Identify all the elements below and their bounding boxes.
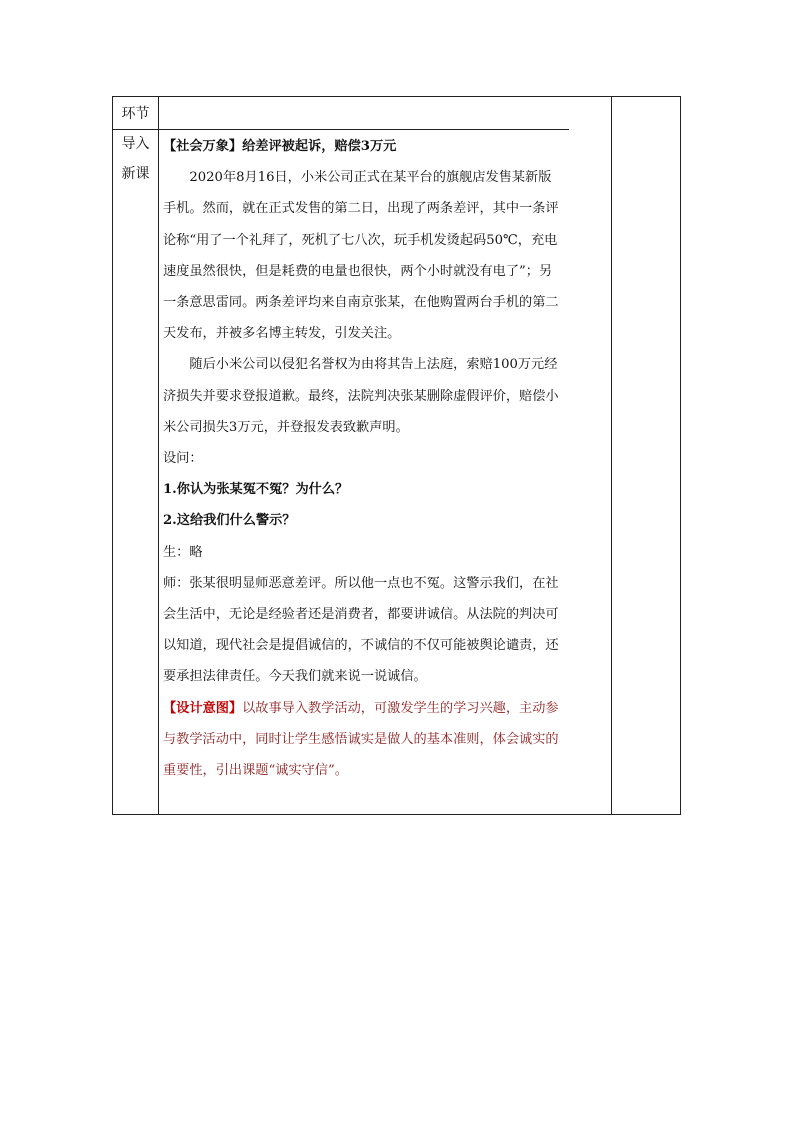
case-title-bracket: 【社会万象】 xyxy=(163,139,243,154)
header-row-divider xyxy=(113,129,569,130)
design-intent xyxy=(163,693,563,787)
student-answer: 生：略 xyxy=(163,544,203,560)
row-label-line1: 导入 xyxy=(121,136,150,152)
case-paragraph-2: 随后小米公司以侵犯名誉权为由将其告上法庭，索赔100万元经济损失并要求登报道歉。最终，法院判决张某删除虚假评价，赔偿小米公司损失3万元，并登报发表致歉声明。 xyxy=(163,357,559,435)
column-divider-2 xyxy=(611,97,612,814)
case-paragraph-1: 2020年8月16日，小米公司正式在某平台的旗舰店发售某新版手机。然而，就在正式发售的第二日，出现了两条差评，其中一条评论称“用了一个礼拜了，死机了七八次，玩手机发烫起码50℃，充电速度虽然很快，但是耗费的电量也很快，两个小时就没有电了”；另一条意思雷同。两条差评均来自南京张某，在他购置两台手机的第二天发布，并被多名博主转发，引发关注。 xyxy=(163,170,559,342)
case-title xyxy=(163,131,563,162)
teacher-answer: 师：张某很明显师恶意差评。所以他一点也不冤。这警示我们，在社会生活中，无论是经验者还是消费者，都要讲诚信。从法院的判决可以知道，现代社会是提倡诚信的，不诚信的不仅可能被舆论谴责，还要承担法律责任。今天我们就来说一说诚信。 xyxy=(163,575,559,685)
lesson-table xyxy=(112,96,681,815)
design-intent-bracket: 【设计意图】 xyxy=(163,700,243,716)
lesson-content xyxy=(163,131,563,786)
question-intro: 设问： xyxy=(163,451,203,467)
question-2: 2.这给我们什么警示？ xyxy=(163,513,296,529)
design-intent-text: 以故事导入教学活动，可激发学生的学习兴趣，主动参与教学活动中，同时让学生感悟诚实是做人的基本准则，体会诚实的重要性，引出课题“诚实守信”。 xyxy=(163,700,559,779)
header-label-cell: 环节 xyxy=(121,106,150,122)
row-label-line2: 新课 xyxy=(121,166,150,182)
column-divider-1 xyxy=(158,97,159,814)
case-title-text: 给差评被起诉，赔偿3万元 xyxy=(242,139,397,154)
question-1: 1.你认为张某冤不冤？为什么？ xyxy=(163,482,349,498)
